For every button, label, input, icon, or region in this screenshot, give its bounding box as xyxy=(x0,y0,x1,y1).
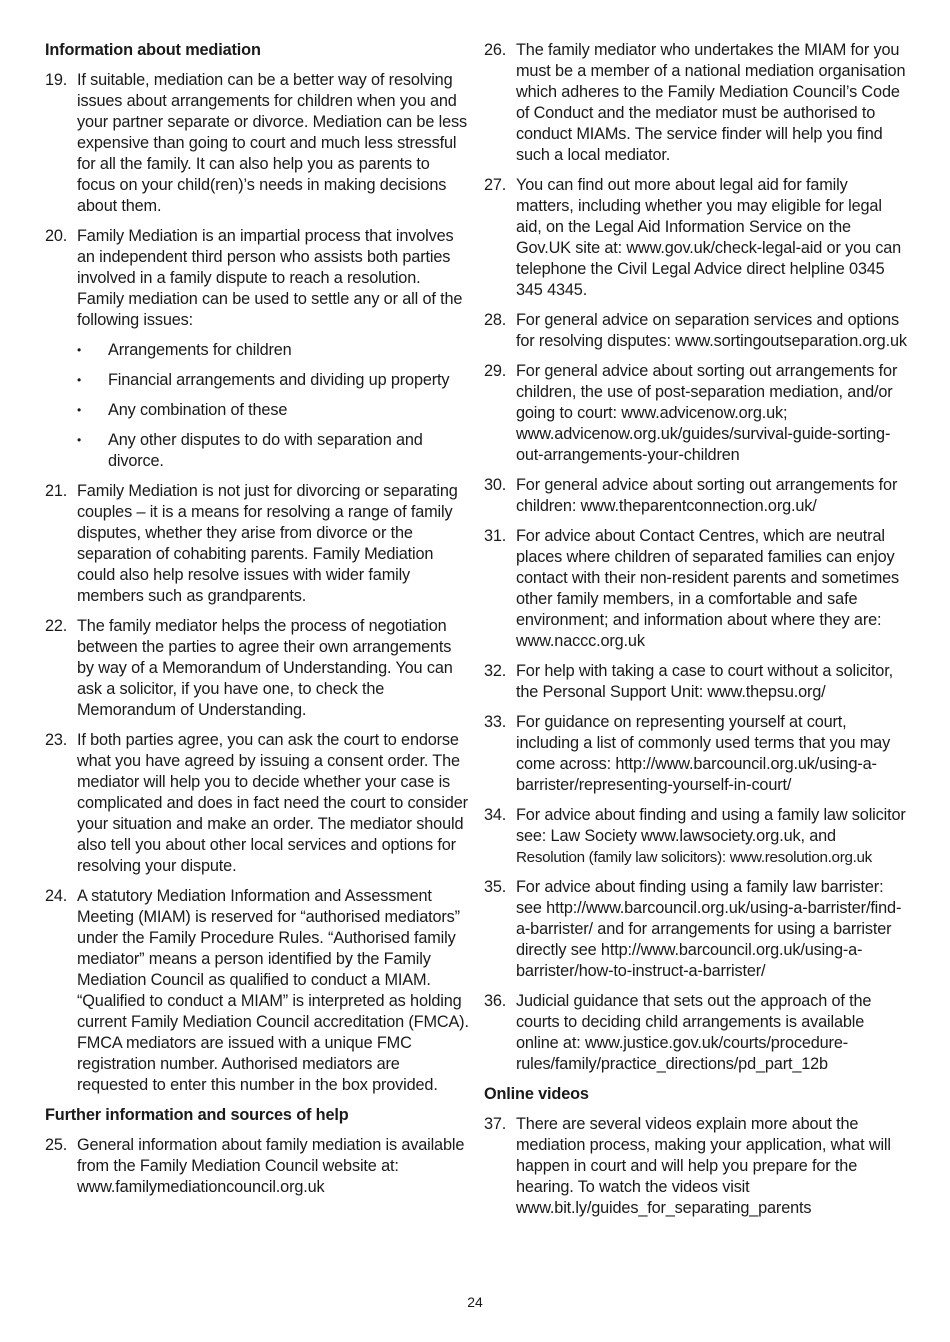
paragraph-text: For advice about finding using a family law barrister: see http://www.barcouncil.org.uk/using-a-barrister/find-a-barrister/ and for arrangements for using a barrister directly see http://www.barcouncil.org.uk/using-a-barrister/how-to-instruct-a-barrister/ xyxy=(516,878,902,980)
paragraph-number: 29. xyxy=(484,362,507,380)
paragraph-text: For advice about finding and using a family law solicitor see: Law Society www.lawsociety.org.uk, and xyxy=(516,806,906,845)
paragraph-number: 35. xyxy=(484,878,507,896)
paragraph-number: 23. xyxy=(45,731,68,749)
bullet-item: • Arrangements for children xyxy=(77,341,292,359)
bullet-item: • Any combination of these xyxy=(77,401,288,419)
numbered-paragraph-31 xyxy=(484,526,909,652)
paragraph-number: 20. xyxy=(45,227,68,245)
numbered-paragraph-19 xyxy=(45,70,470,217)
paragraph-number: 22. xyxy=(45,617,68,635)
numbered-paragraph-27 xyxy=(484,175,909,301)
paragraph-text: General information about family mediation is available from the Family Mediation Council website at: www.familymediationcouncil.org.uk xyxy=(77,1136,465,1196)
paragraph-number: 36. xyxy=(484,992,507,1010)
paragraph-text: The family mediator who undertakes the MIAM for you must be a member of a national mediation organisation which adheres to the Family Mediation Council’s Code of Conduct and the mediator must be authorised to conduct MIAMs. The service finder will help you find such a local mediator. xyxy=(516,41,906,164)
paragraph-text: If both parties agree, you can ask the court to endorse what you have agreed by issuing a consent order. The mediator will help you to decide whether your case is complicated and does in fact need the court to consider your situation and make an order. The mediator should also tell you about other local services and options for resolving your dispute. xyxy=(77,731,468,875)
numbered-paragraph-34 xyxy=(484,805,909,868)
numbered-paragraph-35 xyxy=(484,877,909,982)
paragraph-text: If suitable, mediation can be a better way of resolving issues about arrangements for children when you and your partner separate or divorce. Mediation can be less expensive than going to court and much less stressful for all the family. It can also help you as parents to focus on your child(ren)’s needs in making decisions about them. xyxy=(77,71,467,215)
bullet-item: • Any other disputes to do with separation and divorce. xyxy=(77,431,423,470)
paragraph-text: For advice about Contact Centres, which are neutral places where children of separated families can enjoy contact with their non-resident parents and sometimes other family members, in a comfortable and safe environment; and information about where they are: www.naccc.org.uk xyxy=(516,527,899,650)
paragraph-text: A statutory Mediation Information and Assessment Meeting (MIAM) is reserved for “authorised mediators” under the Family Procedure Rules. “Authorised family mediator” means a person identified by the Family Mediation Council as qualified to conduct a MIAM. “Qualified to conduct a MIAM” is interpreted as holding current Family Mediation Council accreditation (FMCA). FMCA mediators are issued with a unique FMC registration number. Authorised mediators are requested to enter this number in the box provided. xyxy=(77,887,469,1094)
numbered-paragraph-29 xyxy=(484,361,909,466)
paragraph-number: 26. xyxy=(484,41,507,59)
paragraph-text: Family Mediation is an impartial process that involves an independent third person who assists both parties involved in a family dispute to reach a resolution. Family mediation can be used to settle any or all of the following issues: xyxy=(77,227,463,329)
numbered-paragraph-26 xyxy=(484,40,909,166)
paragraph-text: For general advice on separation services and options for resolving disputes: www.sortingoutseparation.org.uk xyxy=(516,311,907,350)
bullet-icon: • xyxy=(77,433,82,447)
paragraph-text: Family Mediation is not just for divorcing or separating couples – it is a means for resolving a range of family disputes, whether they arise from divorce or the separation of cohabiting parents. Family Mediation could also help resolve issues with wider family members such as grandparents. xyxy=(77,482,458,605)
numbered-paragraph-37 xyxy=(484,1114,909,1219)
paragraph-number: 31. xyxy=(484,527,507,545)
paragraph-number: 37. xyxy=(484,1115,507,1133)
section-heading-mediation: Information about mediation xyxy=(45,41,261,59)
paragraph-number: 32. xyxy=(484,662,507,680)
numbered-paragraph-20 xyxy=(45,226,470,472)
paragraph-text: Judicial guidance that sets out the approach of the courts to deciding child arrangements is available online at: www.justice.gov.uk/courts/procedure-rules/family/practice_directions/pd_part_12b xyxy=(516,992,872,1073)
paragraph-text: For general advice about sorting out arrangements for children: www.theparentconnection.org.uk/ xyxy=(516,476,898,515)
numbered-paragraph-22 xyxy=(45,616,470,721)
paragraph-number: 30. xyxy=(484,476,507,494)
left-column xyxy=(45,40,470,1207)
paragraph-text-condensed: Resolution (family law solicitors): www.resolution.org.uk xyxy=(516,849,872,866)
paragraph-text: There are several videos explain more about the mediation process, making your application, what will happen in court and will help you prepare for the hearing. To watch the videos visit www.bit.ly/guides_for_separating_parents xyxy=(516,1115,891,1217)
numbered-paragraph-25 xyxy=(45,1135,470,1198)
section-heading-online-videos: Online videos xyxy=(484,1085,589,1103)
paragraph-text: For general advice about sorting out arrangements for children, the use of post-separation mediation, and/or going to court: www.advicenow.org.uk; www.advicenow.org.uk/guides/survival-guide-sorting-out-arrangements-your-children xyxy=(516,362,898,464)
numbered-paragraph-21 xyxy=(45,481,470,607)
numbered-paragraph-30 xyxy=(484,475,909,517)
paragraph-number: 21. xyxy=(45,482,68,500)
paragraph-number: 27. xyxy=(484,176,507,194)
paragraph-number: 19. xyxy=(45,71,68,89)
bullet-icon: • xyxy=(77,373,82,387)
right-column xyxy=(484,40,909,1228)
numbered-paragraph-33 xyxy=(484,712,909,796)
page-number: 24 xyxy=(467,1294,483,1310)
paragraph-text: You can find out more about legal aid for family matters, including whether you may eligible for legal aid, on the Legal Aid Information Service on the Gov.UK site at: www.gov.uk/check-legal-aid or you can telephone the Civil Legal Advice direct helpline 0345 345 4345. xyxy=(516,176,902,299)
paragraph-number: 34. xyxy=(484,806,507,824)
numbered-paragraph-28 xyxy=(484,310,909,352)
paragraph-number: 28. xyxy=(484,311,507,329)
numbered-paragraph-24 xyxy=(45,886,470,1096)
paragraph-text: For guidance on representing yourself at court, including a list of commonly used terms that you may come across: http://www.barcouncil.org.uk/using-a-barrister/representing-yourself-in-court/ xyxy=(516,713,891,794)
numbered-paragraph-32 xyxy=(484,661,909,703)
bullet-icon: • xyxy=(77,403,82,417)
bullet-item: • Financial arrangements and dividing up property xyxy=(77,371,450,389)
bullet-list xyxy=(77,340,470,472)
section-heading-further-info: Further information and sources of help xyxy=(45,1106,349,1124)
paragraph-text: The family mediator helps the process of negotiation between the parties to agree their own arrangements by way of a Memorandum of Understanding. You can ask a solicitor, if you have one, to check the Memorandum of Understanding. xyxy=(77,617,453,719)
numbered-paragraph-36 xyxy=(484,991,909,1075)
paragraph-number: 33. xyxy=(484,713,507,731)
bullet-icon: • xyxy=(77,343,82,357)
numbered-paragraph-23 xyxy=(45,730,470,877)
paragraph-text: For help with taking a case to court without a solicitor, the Personal Support Unit: www.thepsu.org/ xyxy=(516,662,893,701)
paragraph-number: 25. xyxy=(45,1136,68,1154)
paragraph-number: 24. xyxy=(45,887,68,905)
